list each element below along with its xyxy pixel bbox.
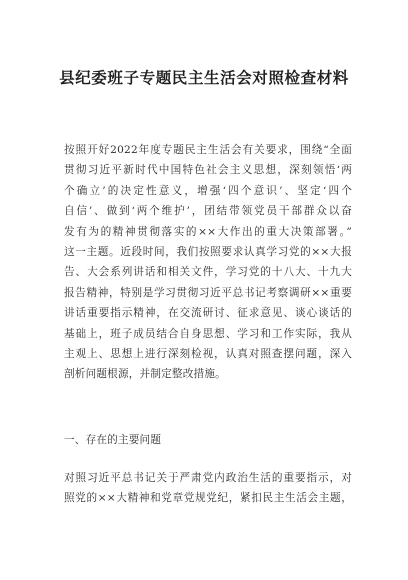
section-heading: 一、存在的主要问题: [64, 434, 162, 446]
paragraph-line: 自信’、做到‘两个维护’，团结带领党员干部群众以奋: [64, 205, 352, 218]
paragraph-line: 剖析问题根源，并制定整改措施。: [64, 368, 226, 381]
paragraph-line: 讲话重要指示精神，在交流研讨、征求意见、谈心谈话的: [64, 307, 352, 320]
document-title: 县纪委班子专题民主生活会对照检查材料: [59, 69, 349, 87]
paragraph-line: 贯彻习近平新时代中国特色社会主义思想，深刻领悟‘两: [64, 164, 352, 177]
paragraph-line: 这一主题。近段时间，我们按照要求认真学习党的××大报: [64, 245, 352, 258]
paragraph-line: 报告精神，特别是学习贯彻习近平总书记考察调研××重要: [64, 286, 352, 299]
paragraph-line: 照党的××大精神和党章党规党纪，紧扣民主生活会主题，: [64, 492, 352, 505]
paragraph-line: 按照开好2022年度专题民主生活会有关要求，围绕“全面: [64, 144, 352, 156]
paragraph-line: 告、大会系列讲话和相关文件，学习党的十八大、十九大: [64, 266, 352, 279]
paragraph-line: 个确立’的决定性意义，增强‘四个意识’、坚定‘四个: [64, 184, 352, 197]
paragraph-line: 发有为的精神贯彻落实的××大作出的重大决策部署。”: [64, 225, 352, 238]
body-paragraph-2: [64, 468, 352, 509]
paragraph-line: 基础上，班子成员结合自身思想、学习和工作实际，我从: [64, 327, 352, 340]
paragraph-line: 主观上、思想上进行深刻检视，认真对照查摆问题，深入: [64, 347, 352, 360]
paragraph-line: 对照习近平总书记关于严肃党内政治生活的重要指示，对: [64, 472, 352, 484]
body-paragraph-1: [64, 140, 352, 385]
